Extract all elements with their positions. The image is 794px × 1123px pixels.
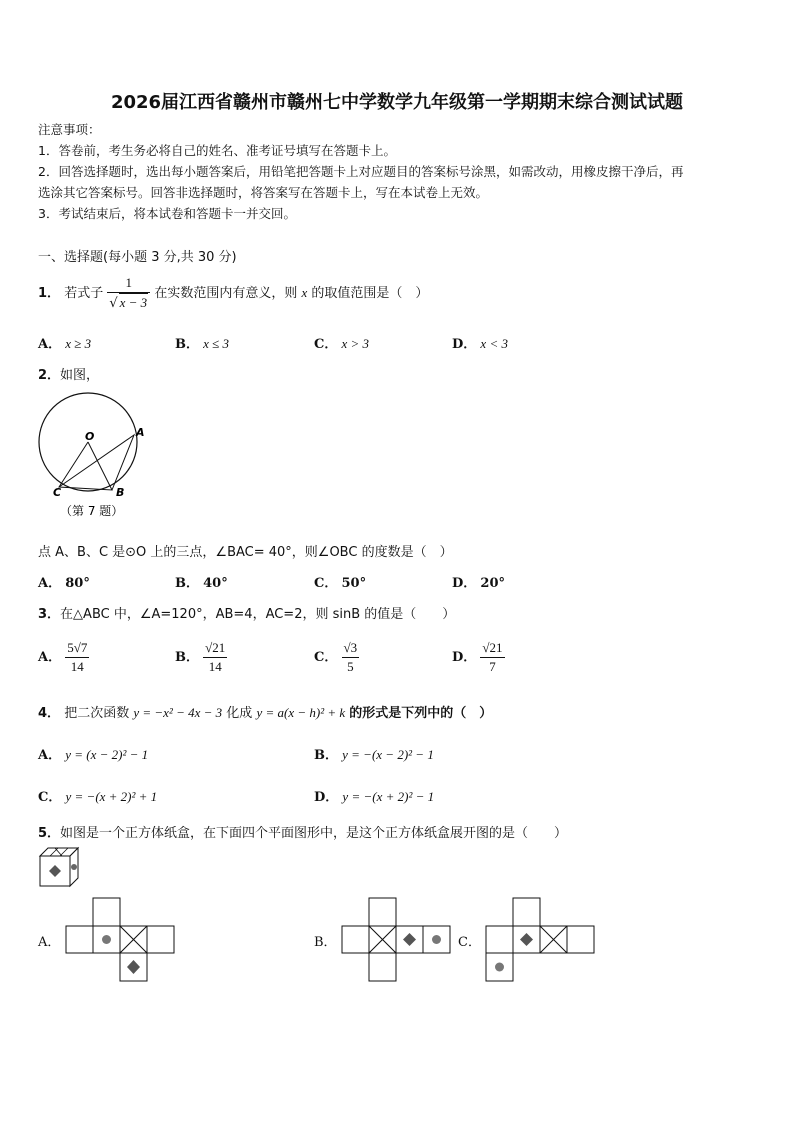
fraction-numerator: √21 — [203, 639, 227, 658]
dot-icon — [495, 963, 504, 972]
option-text: 40° — [203, 576, 228, 591]
question-1 — [38, 274, 428, 313]
option-text: 80° — [65, 576, 90, 591]
dot-icon — [102, 935, 111, 944]
q4-option-c[interactable] — [38, 786, 157, 805]
q4-option-a[interactable] — [38, 744, 148, 763]
question-number: 1． — [38, 286, 61, 301]
q2-option-c[interactable] — [314, 572, 366, 591]
q4-expression-1: y = −x² − 4x − 3 — [133, 705, 223, 720]
q4-option-b[interactable] — [314, 744, 434, 763]
q4-option-d[interactable] — [314, 786, 434, 805]
option-label: B． — [175, 650, 199, 665]
fraction-numerator: √3 — [342, 639, 360, 658]
q4-expression-2: y = a(x − h)² + k — [256, 705, 346, 720]
option-text: x > 3 — [341, 336, 370, 351]
question-number: 5． — [38, 826, 61, 841]
q5-text: 如图是一个正方体纸盒，在下面四个平面图形中，是这个正方体纸盒展开图的是（ ） — [60, 826, 568, 841]
option-text: y = −(x + 2)² + 1 — [65, 789, 158, 804]
option-fraction — [65, 639, 89, 676]
question-number: 4． — [38, 706, 61, 721]
option-label: B． — [175, 337, 199, 352]
option-label: A． — [38, 748, 62, 763]
q1-text: 在实数范围内有意义，则 — [154, 286, 298, 301]
q1-option-b[interactable] — [175, 333, 229, 352]
dot-icon — [71, 864, 77, 870]
option-label: D． — [452, 576, 477, 591]
option-text: y = (x − 2)² − 1 — [65, 747, 149, 762]
option-label: D． — [452, 337, 477, 352]
option-label: A． — [38, 650, 62, 665]
option-text: x ≥ 3 — [65, 336, 92, 351]
label-c: C — [53, 486, 62, 499]
label-o: O — [85, 430, 95, 443]
q1-option-d[interactable] — [452, 333, 508, 352]
option-fraction — [480, 639, 504, 676]
option-fraction — [203, 639, 227, 676]
option-label: D． — [452, 650, 477, 665]
fraction-denominator: 14 — [70, 659, 84, 674]
dot-icon — [432, 935, 441, 944]
q1-option-c[interactable] — [314, 333, 369, 352]
q1-option-a[interactable] — [38, 333, 91, 352]
q4-prefix: 把二次函数 — [64, 706, 130, 721]
option-text: 20° — [480, 576, 506, 591]
q4-text-end: 的形式是下列中的（ ） — [349, 706, 493, 721]
fraction-numerator: √21 — [480, 639, 504, 658]
option-label: A． — [38, 576, 62, 591]
notes-item-2-line-2: 选涂其它答案标号。回答非选择题时，将答案写在答题卡上，写在本试卷上无效。 — [38, 185, 489, 200]
option-text: x < 3 — [480, 336, 508, 351]
label-b: B — [116, 486, 125, 499]
q1-fraction-denominator: x − 3 — [119, 295, 148, 310]
option-text: y = −(x + 2)² − 1 — [342, 789, 435, 804]
q5-option-a-label: A． — [38, 935, 61, 950]
q4-middle: 化成 — [226, 706, 253, 721]
triangle-cab — [59, 435, 134, 490]
q5-option-c-label: C． — [458, 935, 481, 950]
question-2 — [38, 364, 99, 383]
section-heading: 一、选择题(每小题 3 分,共 30 分) — [38, 250, 237, 265]
option-label: C． — [314, 650, 338, 665]
q2-text: 如图， — [60, 368, 100, 383]
cube-figure — [38, 846, 82, 888]
q3-option-a[interactable] — [38, 639, 89, 677]
figure-caption: （第 7 题） — [60, 504, 124, 518]
option-text: 50° — [341, 576, 367, 591]
question-4 — [38, 702, 492, 721]
q2-option-d[interactable] — [452, 572, 505, 591]
notes-heading: 注意事项： — [38, 122, 101, 137]
option-text: x ≤ 3 — [203, 336, 230, 351]
q1-text-end: 的取值范围是（ ） — [311, 286, 429, 301]
notes-item-1: 1．答卷前，考生务必将自己的姓名、准考证号填写在答题卡上。 — [38, 143, 396, 158]
notes-item-2-line-1: 2．回答选择题时，选出每小题答案后，用铅笔把答题卡上对应题目的答案标号涂黑，如需改动，用橡皮擦干净后，再 — [38, 164, 684, 179]
q5-option-a-net[interactable] — [65, 897, 177, 983]
fraction-denominator: 5 — [347, 659, 354, 674]
exam-title: 2026届江西省赣州市赣州七中学数学九年级第一学期期末综合测试试题 — [110, 92, 684, 113]
option-label: C． — [38, 790, 62, 805]
q2-option-b[interactable] — [175, 572, 228, 591]
option-fraction — [342, 639, 360, 676]
option-label: A． — [38, 337, 62, 352]
option-label: B． — [314, 748, 338, 763]
q5-option-c-net[interactable] — [485, 897, 597, 983]
option-label: C． — [314, 337, 338, 352]
q3-option-c[interactable] — [314, 639, 359, 677]
q2-option-a[interactable] — [38, 572, 90, 591]
label-a: A — [136, 426, 145, 439]
question-3 — [38, 603, 455, 622]
option-label: D． — [314, 790, 339, 805]
fraction-denominator: 7 — [489, 659, 496, 674]
q2-stem: 点 A、B、C 是⊙O 上的三点，∠BAC= 40°，则∠OBC 的度数是（ ） — [38, 545, 453, 560]
q3-text: 在△ABC 中，∠A=120°，AB=4，AC=2，则 sinB 的值是（ ） — [60, 607, 456, 622]
option-text: y = −(x − 2)² − 1 — [342, 747, 434, 762]
question-number: 2． — [38, 368, 61, 383]
q1-prefix: 若式子 — [64, 286, 104, 301]
question-5 — [38, 822, 567, 841]
option-label: B． — [175, 576, 199, 591]
notes-item-3: 3．考试结束后，将本试卷和答题卡一并交回。 — [38, 206, 296, 221]
fraction-denominator: 14 — [208, 659, 222, 674]
q5-option-b-label: B． — [314, 935, 337, 950]
q3-option-d[interactable] — [452, 639, 505, 677]
fraction-numerator: 5√7 — [65, 639, 89, 658]
question-number: 3． — [38, 607, 61, 622]
q1-fraction: $\frac{1}{√ x - 3}$ — [107, 274, 150, 313]
q3-option-b[interactable] — [175, 639, 227, 677]
option-label: C． — [314, 576, 338, 591]
q1-variable: x — [301, 285, 308, 300]
q5-option-b-net[interactable] — [341, 897, 453, 983]
circle-figure — [30, 392, 160, 522]
triangle-obc — [59, 442, 112, 490]
q1-fraction-numerator: 1 — [107, 274, 150, 293]
